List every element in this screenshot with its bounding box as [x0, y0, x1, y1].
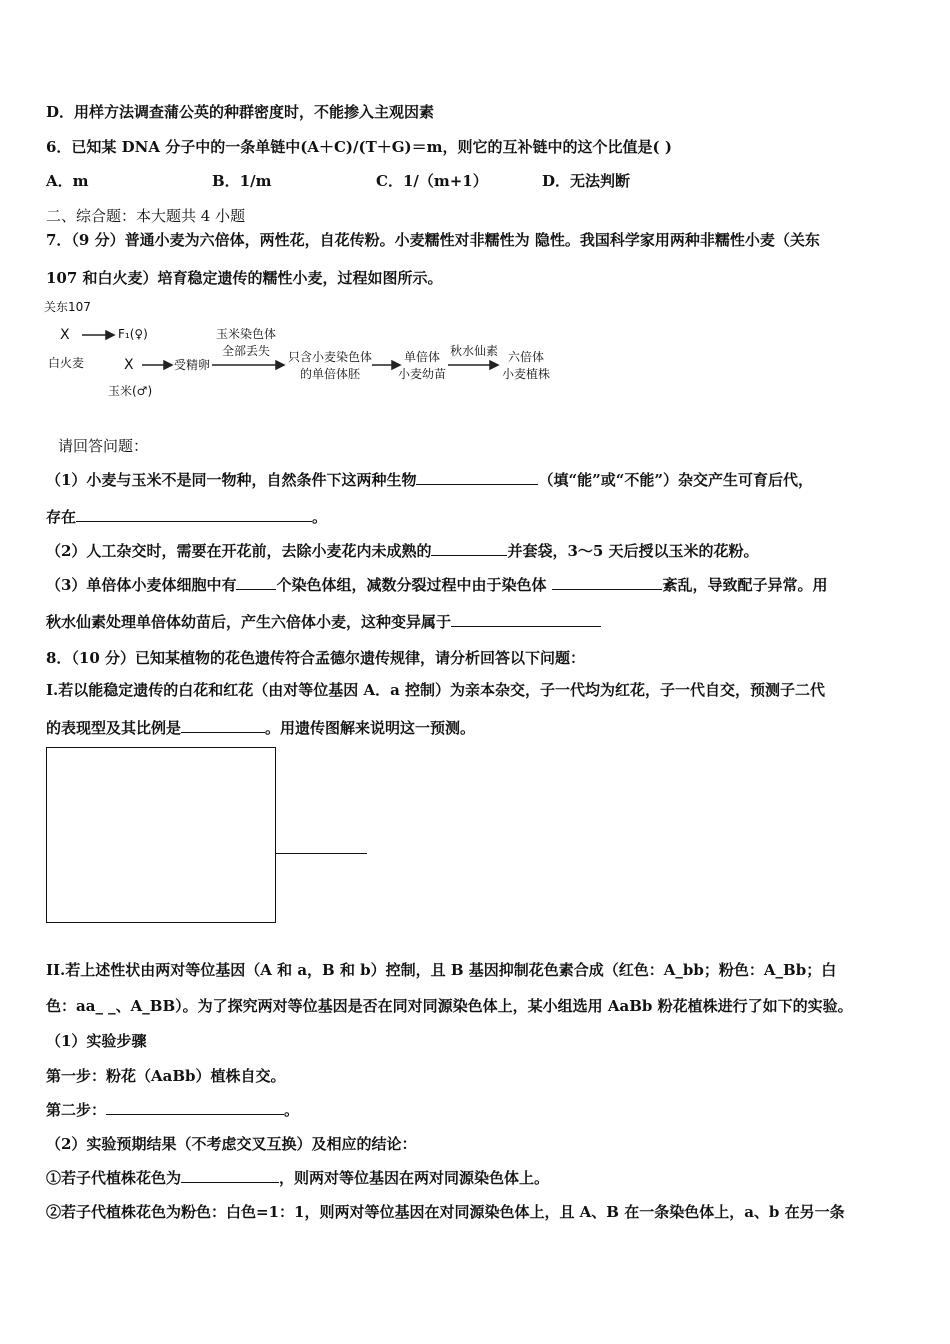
q7-part3-text-a: （3）单倍体小麦体细胞中有	[46, 576, 237, 594]
diagram-baihuomai: 白火麦	[48, 356, 85, 370]
q7-part2-line	[46, 541, 759, 561]
genetic-diagram-answer-box[interactable]	[46, 747, 276, 923]
section-heading: 二、综合题：本大题共 4 小题	[46, 207, 246, 225]
q6-stem: 6．已知某 DNA 分子中的一条单链中(A＋C)/(T＋G)＝m，则它的互补链中的这个比值是( )	[46, 138, 672, 156]
q6-option-d: D．无法判断	[542, 172, 631, 190]
answer-box-underline	[275, 853, 367, 854]
q8-result1-text-a: ①若子代植株花色为	[46, 1169, 182, 1187]
q7-part3-blank3[interactable]	[451, 612, 601, 627]
q7-stem-line1: 7．（9 分）普通小麦为六倍体，两性花，自花传粉。小麦糯性对非糯性为 隐性。我国科学家用两种非糯性小麦（关东	[46, 231, 820, 249]
q7-part2-text-b: 并套袋，3～5 天后授以玉米的花粉。	[507, 542, 759, 560]
diagram-fertilized-egg: 受精卵	[174, 358, 211, 372]
q7-part3-blank1[interactable]	[236, 575, 276, 590]
q7-part1-line2	[46, 507, 327, 527]
q7-stem-line2: 107 和白火麦）培育稳定遗传的糯性小麦，过程如图所示。	[46, 269, 443, 287]
q7-part2-blank[interactable]	[431, 541, 507, 556]
diagram-seedling-line2: 小麦幼苗	[398, 367, 447, 381]
q7-part2-text-a: （2）人工杂交时，需要在开花前，去除小麦花内未成熟的	[46, 542, 432, 560]
q5-option-d: D．用样方法调查蒲公英的种群密度时，不能掺入主观因素	[46, 103, 435, 121]
diagram-f1: F₁(♀)	[118, 327, 148, 341]
diagram-seedling-line1: 单倍体	[404, 350, 441, 364]
diagram-plant-line2: 小麦植株	[502, 367, 551, 381]
q7-part1-text-d: 。	[312, 508, 328, 526]
diagram-plant-line1: 六倍体	[508, 350, 545, 364]
q8-step2-blank[interactable]	[106, 1100, 284, 1115]
q7-part3-text-c: 紊乱，导致配子异常。用	[662, 576, 828, 594]
q7-part3-text-d: 秋水仙素处理单倍体幼苗后，产生六倍体小麦，这种变异属于	[46, 613, 452, 631]
diagram-arrow3-top: 秋水仙素	[450, 344, 499, 358]
q7-part3-line1	[46, 575, 827, 595]
q8-step2-text-a: 第二步：	[46, 1101, 107, 1119]
q7-part1-text-b: （填“能”或“不能”）杂交产生可育后代，	[538, 471, 813, 489]
q8-stem: 8．（10 分）已知某植物的花色遗传符合孟德尔遗传规律，请分析回答以下问题：	[46, 649, 586, 667]
q8-step2-line	[46, 1100, 299, 1120]
q7-part3-line2	[46, 612, 601, 632]
q8-step1: 第一步：粉花（AaBb）植株自交。	[46, 1067, 286, 1085]
q6-option-a: A．m	[46, 172, 89, 190]
q7-part1-line1	[46, 470, 813, 490]
diagram-cross1: X	[60, 327, 70, 343]
q7-part3-blank2[interactable]	[552, 575, 662, 590]
q8-part1-line1: I.若以能稳定遗传的白花和红花（由对等位基因 A．a 控制）为亲本杂交，子一代均为红花，子一代自交，预测子二代	[46, 681, 826, 699]
q8-result2-line: ②若子代植株花色为粉色：白色=1：1，则两对等位基因在对同源染色体上，且 A、B 在一条染色体上，a、b 在另一条	[46, 1203, 845, 1221]
q8-part1-text-b: 。用遗传图解来说明这一预测。	[265, 719, 476, 737]
q8-part1-text-a: 的表现型及其比例是	[46, 719, 182, 737]
q8-result1-text-b: ，则两对等位基因在两对同源染色体上。	[279, 1169, 550, 1187]
diagram-embryo-line1: 只含小麦染色体	[288, 350, 373, 364]
q6-option-b: B．1/m	[212, 172, 272, 190]
q8-steps-title: （1）实验步骤	[46, 1032, 147, 1050]
q7-part1-blank2[interactable]	[76, 507, 312, 522]
q7-part1-text-a: （1）小麦与玉米不是同一物种，自然条件下这两种生物	[46, 471, 417, 489]
diagram-corn: 玉米(♂)	[108, 384, 153, 398]
diagram-embryo-line2: 的单倍体胚	[300, 367, 361, 381]
breeding-diagram	[44, 298, 564, 403]
q8-result1-blank[interactable]	[181, 1168, 279, 1183]
q7-part1-blank1[interactable]	[416, 470, 538, 485]
q8-result1-line	[46, 1168, 549, 1188]
q8-part2-line1: II.若上述性状由两对等位基因（A 和 a，B 和 b）控制，且 B 基因抑制花色素合成（红色：A_bb；粉色：A_Bb；白	[46, 961, 837, 979]
diagram-cross2: X	[124, 357, 134, 373]
q7-prompt: 请回答问题：	[58, 437, 149, 455]
q8-part2-line2: 色：aa_ _、A_BB）。为了探究两对等位基因是否在同对同源染色体上，某小组选用 AaBb 粉花植株进行了如下的实验。	[46, 997, 853, 1015]
q8-results-title: （2）实验预期结果（不考虑交叉互换）及相应的结论：	[46, 1135, 417, 1153]
q6-option-c: C．1/（m+1）	[376, 172, 488, 190]
q7-part3-text-b: 个染色体组，减数分裂过程中由于染色体	[276, 576, 547, 594]
q8-step2-text-b: 。	[284, 1101, 300, 1119]
q8-part1-line2	[46, 718, 475, 738]
diagram-arrow1-bottom: 全部丢失	[222, 344, 271, 358]
diagram-arrow1-top: 玉米染色体	[216, 327, 277, 341]
q7-part1-text-c: 存在	[46, 508, 77, 526]
diagram-guandong: 关东107	[44, 300, 91, 314]
q8-part1-blank[interactable]	[181, 718, 265, 733]
